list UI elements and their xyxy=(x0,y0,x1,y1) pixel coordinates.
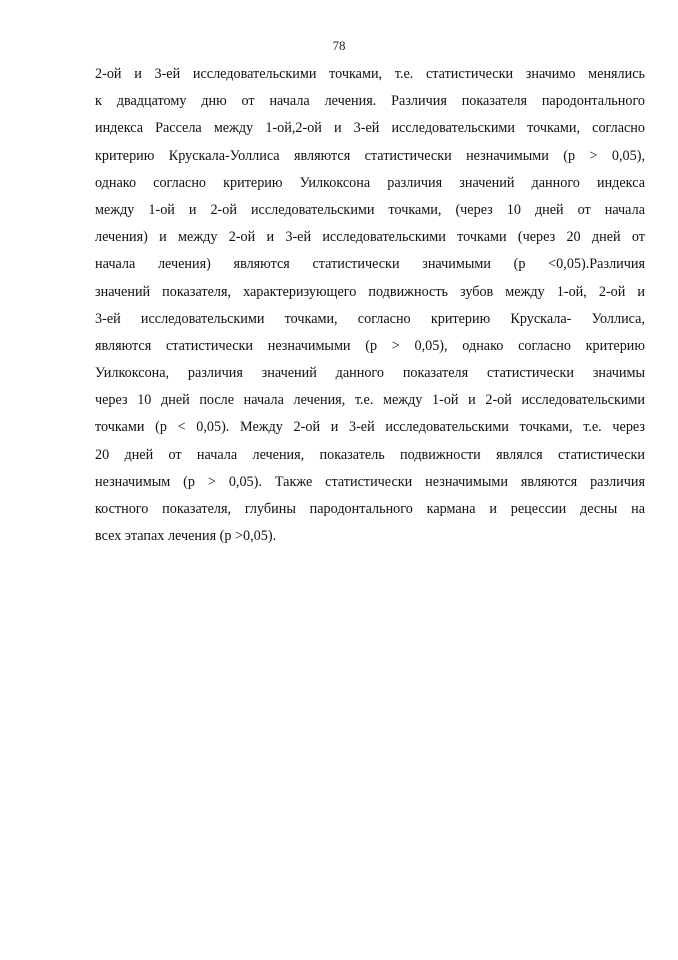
text-line: через 10 дней после начала лечения, т.е. между 1-ой и 2-ой исследовательскими xyxy=(95,392,645,409)
text-line: 20 дней от начала лечения, показатель подвижности являлся статистически xyxy=(95,446,645,463)
page-number: 78 xyxy=(332,38,346,53)
text-line: к двадцатому дню от начала лечения. Различия показателя пародонтального xyxy=(95,93,645,110)
text-line: 3-ей исследовательскими точками, согласно критерию Крускала- Уоллиса, xyxy=(95,310,645,327)
text-line: являются статистически незначимыми (p > 0,05), однако согласно критерию xyxy=(95,337,645,354)
text-line: критерию Крускала-Уоллиса являются статистически незначимыми (p > 0,05), xyxy=(95,147,645,164)
text-line: значений показателя, характеризующего подвижность зубов между 1-ой, 2-ой и xyxy=(95,283,645,300)
text-line: индекса Рассела между 1-ой,2-ой и 3-ей исследовательскими точками, согласно xyxy=(95,120,645,137)
text-line: точками (p < 0,05). Между 2-ой и 3-ей исследовательскими точками, т.е. через xyxy=(95,419,645,436)
text-line: незначимым (p > 0,05). Также статистически незначимыми являются различия xyxy=(95,473,645,490)
text-line: Уилкоксона, различия значений данного показателя статистически значимы xyxy=(95,365,645,382)
text-line: между 1-ой и 2-ой исследовательскими точками, (через 10 дней от начала xyxy=(95,201,645,218)
body-paragraph xyxy=(95,61,645,550)
text-line: костного показателя, глубины пародонтального кармана и рецессии десны на xyxy=(95,501,645,517)
text-line-last: всех этапах лечения (p >0,05). xyxy=(95,528,277,545)
text-line: начала лечения) являются статистически значимыми (p <0,05).Различия xyxy=(95,256,645,273)
text-line: лечения) и между 2-ой и 3-ей исследовательскими точками (через 20 дней от xyxy=(95,229,645,246)
text-line: однако согласно критерию Уилкоксона различия значений данного индекса xyxy=(95,174,645,191)
text-line: 2-ой и 3-ей исследовательскими точками, т.е. статистически значимо менялись xyxy=(95,66,645,82)
